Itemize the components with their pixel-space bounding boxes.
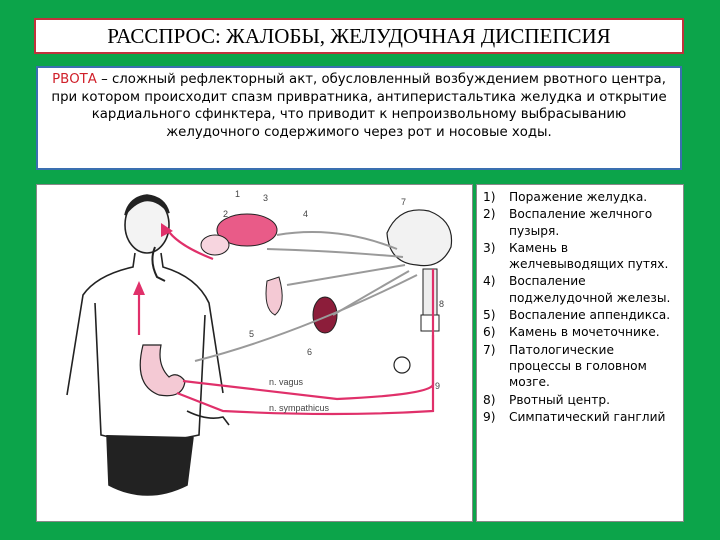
cause-item (483, 240, 679, 273)
cause-item (483, 206, 679, 239)
arrow-up-icon (133, 281, 145, 295)
stomach-shape (140, 345, 185, 396)
cause-item (483, 324, 679, 340)
cause-label: Поражение желудка. (509, 190, 648, 204)
callout-label: 6 (307, 347, 313, 357)
cause-number: 9) (483, 409, 496, 424)
liver-shape (201, 235, 229, 255)
cause-item (483, 409, 679, 425)
sympathetic-ganglion-shape (394, 357, 410, 373)
cause-number: 7) (483, 342, 496, 357)
definition-text: – сложный рефлекторный акт, обусловленный возбуждением рвотного центра, при котором происходит спазм привратника, антиперистальтика желудка и открытие кардиального сфинктера, что приводит к непроизвольному выбрасыванию желудочного содержимого через рот и носовые ходы. (51, 72, 667, 140)
cause-item (483, 392, 679, 408)
cause-label: Воспаление аппендикса. (509, 308, 671, 323)
vomiting-reflex-illustration (36, 184, 473, 522)
afferent-paths (195, 232, 417, 361)
cause-number: 3) (483, 240, 496, 255)
definition-term: РВОТА (52, 72, 97, 87)
cause-item (483, 273, 679, 306)
vagus-label: n. vagus (269, 377, 304, 387)
cause-item (483, 307, 679, 323)
callout-label: 4 (303, 209, 309, 219)
callout-label: 5 (249, 329, 255, 339)
appendix-shape (266, 277, 282, 315)
sympathicus-label: n. sympathicus (269, 403, 330, 413)
cause-item (483, 342, 679, 391)
cause-label: Рвотный центр. (509, 392, 610, 407)
cause-number: 6) (483, 325, 496, 340)
cause-label: Воспаление желчного пузыря. (509, 207, 653, 238)
cause-label: Камень в желчевыводящих путях. (509, 240, 669, 272)
callout-label: 8 (439, 299, 445, 309)
cause-label: Патологические процессы в головном мозге. (509, 342, 647, 390)
callout-label: 1 (235, 189, 241, 199)
cause-number: 8) (483, 392, 496, 407)
cause-number: 4) (483, 274, 496, 289)
cause-number: 5) (483, 308, 496, 323)
cause-number: 2) (483, 207, 496, 222)
spinal-segment-shape (421, 315, 439, 331)
definition-box (36, 66, 682, 170)
callout-label: 7 (401, 197, 407, 207)
callout-label: 3 (263, 193, 269, 203)
cause-item (483, 189, 679, 205)
cause-label: Камень в мочеточнике. (509, 325, 660, 340)
callout-label: 9 (435, 381, 441, 391)
brainstem-shape (423, 269, 437, 315)
cause-number: 1) (483, 190, 496, 204)
cause-label: Симпатический ганглий (509, 409, 666, 424)
reflex-diagram (37, 185, 474, 523)
causes-list-box (476, 184, 684, 522)
title-box (34, 18, 684, 54)
callout-label: 2 (223, 209, 229, 219)
cause-label: Воспаление поджелудочной железы. (509, 274, 671, 305)
causes-list (483, 189, 679, 425)
slide-title: РАССПРОС: ЖАЛОБЫ, ЖЕЛУДОЧНАЯ ДИСПЕПСИЯ (107, 23, 611, 48)
